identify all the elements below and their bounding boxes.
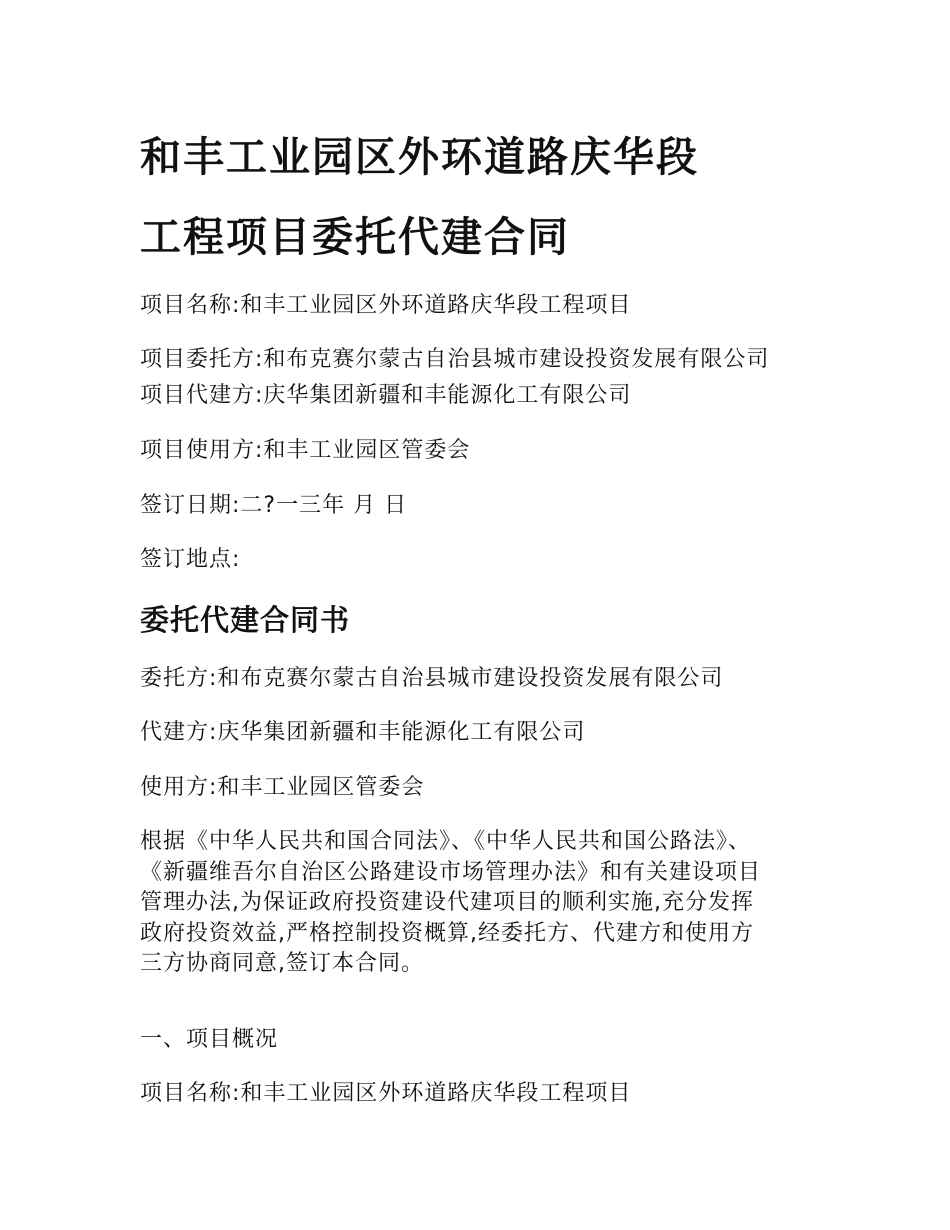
cover-project-name: 项目名称:和丰工业园区外环道路庆华段工程项目 xyxy=(140,293,632,318)
preamble-line-1: 根据《中华人民共和国合同法》、《中华人民共和国公路法》、 xyxy=(140,829,752,854)
preamble-line-4: 政府投资效益,严格控制投资概算,经委托方、代建方和使用方 xyxy=(140,920,754,946)
contract-user: 使用方:和丰工业园区管委会 xyxy=(140,775,425,800)
document-title-line-1: 和丰工业园区外环道路庆华段 xyxy=(140,133,699,181)
section-1-project-name: 项目名称:和丰工业园区外环道路庆华段工程项目 xyxy=(140,1081,632,1106)
cover-sign-place: 签订地点: xyxy=(140,547,241,572)
cover-sign-date: 签订日期:二?一三年 月 日 xyxy=(140,493,408,518)
contract-heading: 委托代建合同书 xyxy=(140,603,351,637)
document-title-line-2: 工程项目委托代建合同 xyxy=(140,213,570,261)
cover-client: 项目委托方:和布克赛尔蒙古自治县城市建设投资发展有限公司 xyxy=(140,347,770,372)
contract-agent: 代建方:庆华集团新疆和丰能源化工有限公司 xyxy=(140,720,586,745)
cover-user: 项目使用方:和丰工业园区管委会 xyxy=(140,438,471,463)
contract-preamble xyxy=(140,827,840,980)
preamble-line-3: 管理办法,为保证政府投资建设代建项目的顺利实施,充分发挥 xyxy=(140,890,754,915)
contract-client: 委托方:和布克赛尔蒙古自治县城市建设投资发展有限公司 xyxy=(140,666,724,691)
section-1-heading: 一、项目概况 xyxy=(140,1027,279,1052)
preamble-line-2: 《新疆维吾尔自治区公路建设市场管理办法》和有关建设项目 xyxy=(140,859,762,885)
cover-agent: 项目代建方:庆华集团新疆和丰能源化工有限公司 xyxy=(140,383,632,408)
preamble-line-5: 三方协商同意,签订本合同。 xyxy=(140,951,424,976)
